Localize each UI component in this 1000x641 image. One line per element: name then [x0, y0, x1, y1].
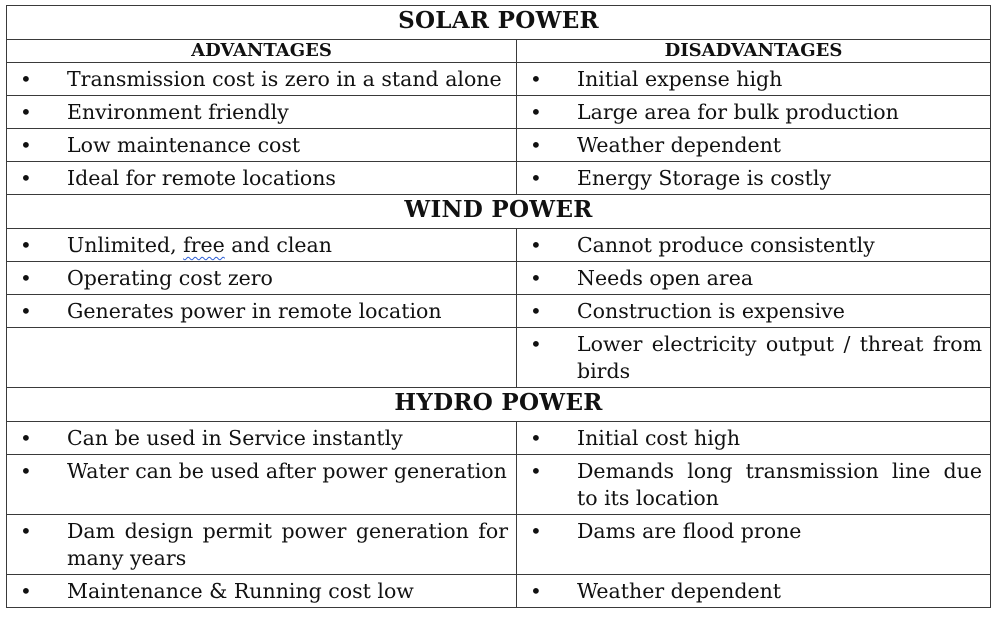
table-row [7, 295, 991, 328]
column-header-row [7, 40, 991, 63]
table-row [7, 262, 991, 295]
bullet-icon: • [530, 133, 542, 157]
disadvantage-text: Energy Storage is costly [577, 166, 832, 190]
advantage-text: Ideal for remote locations [67, 166, 336, 190]
table-row [7, 63, 991, 96]
bullet-icon: • [530, 426, 542, 450]
advantage-text-part: Unlimited, [67, 233, 184, 257]
disadvantage-text: Large area for bulk production [577, 100, 899, 124]
disadvantage-text: Weather dependent [577, 133, 782, 157]
disadvantage-text: Demands long transmission line due to its location [577, 459, 983, 510]
advantage-text-part: and clean [224, 233, 332, 257]
table-row [7, 575, 991, 608]
table-row [7, 96, 991, 129]
bullet-icon: • [530, 299, 542, 323]
advantage-cell-empty [7, 328, 517, 388]
advantage-cell [7, 455, 517, 515]
section-header-hydro [7, 388, 991, 422]
disadvantage-cell [517, 63, 991, 96]
bullet-icon: • [20, 166, 32, 190]
bullet-icon: • [530, 579, 542, 603]
disadvantage-text: Construction is expensive [577, 299, 845, 323]
section-title: WIND POWER [7, 195, 991, 229]
bullet-icon: • [20, 459, 32, 483]
disadvantage-text: Cannot produce consistently [577, 233, 875, 257]
bullet-icon: • [530, 67, 542, 91]
advantage-cell [7, 295, 517, 328]
advantage-cell [7, 162, 517, 195]
advantage-text: Generates power in remote location [67, 299, 442, 323]
disadvantage-cell [517, 96, 991, 129]
bullet-icon: • [530, 519, 542, 543]
disadvantage-cell [517, 575, 991, 608]
bullet-icon: • [530, 233, 542, 257]
advantage-text: Operating cost zero [67, 266, 273, 290]
advantage-cell [7, 96, 517, 129]
section-header-wind [7, 195, 991, 229]
advantage-cell [7, 262, 517, 295]
table-row [7, 515, 991, 575]
advantage-text [67, 233, 332, 257]
disadvantage-text: Weather dependent [577, 579, 782, 603]
disadvantage-text: Dams are flood prone [577, 519, 802, 543]
advantage-text: Maintenance & Running cost low [67, 579, 414, 603]
bullet-icon: • [20, 100, 32, 124]
bullet-icon: • [530, 166, 542, 190]
table-row [7, 229, 991, 262]
advantage-text: Dam design permit power generation for many years [67, 519, 508, 570]
disadvantage-cell [517, 455, 991, 515]
bullet-icon: • [530, 100, 542, 124]
bullet-icon: • [530, 266, 542, 290]
table-row [7, 129, 991, 162]
disadvantage-cell [517, 162, 991, 195]
bullet-icon: • [20, 426, 32, 450]
table-row [7, 422, 991, 455]
spellcheck-marked-word: free [183, 233, 225, 257]
bullet-icon: • [530, 332, 542, 356]
advantage-cell [7, 229, 517, 262]
advantage-cell [7, 129, 517, 162]
advantage-cell [7, 575, 517, 608]
bullet-icon: • [530, 459, 542, 483]
energy-comparison-table [6, 5, 991, 608]
table-row [7, 328, 991, 388]
section-title: SOLAR POWER [7, 6, 991, 40]
disadvantage-text: Initial expense high [577, 67, 783, 91]
table-row [7, 162, 991, 195]
advantage-text: Environment friendly [67, 100, 289, 124]
bullet-icon: • [20, 299, 32, 323]
section-header-solar [7, 6, 991, 40]
disadvantage-text: Needs open area [577, 266, 754, 290]
disadvantage-cell [517, 422, 991, 455]
advantage-cell [7, 63, 517, 96]
disadvantage-cell [517, 262, 991, 295]
disadvantage-cell [517, 229, 991, 262]
advantage-text: Transmission cost is zero in a stand alone [67, 67, 502, 91]
disadvantage-cell [517, 129, 991, 162]
advantage-text: Water can be used after power generation [67, 459, 507, 483]
column-header-advantages: ADVANTAGES [7, 40, 517, 63]
advantage-cell [7, 422, 517, 455]
advantage-text: Low maintenance cost [67, 133, 301, 157]
bullet-icon: • [20, 67, 32, 91]
bullet-icon: • [20, 133, 32, 157]
column-header-disadvantages: DISADVANTAGES [517, 40, 991, 63]
table-row [7, 455, 991, 515]
disadvantage-text: Lower electricity output / threat from birds [577, 332, 983, 383]
disadvantage-cell [517, 328, 991, 388]
advantage-cell [7, 515, 517, 575]
section-title: HYDRO POWER [7, 388, 991, 422]
disadvantage-text: Initial cost high [577, 426, 741, 450]
bullet-icon: • [20, 266, 32, 290]
disadvantage-cell [517, 515, 991, 575]
bullet-icon: • [20, 579, 32, 603]
bullet-icon: • [20, 233, 32, 257]
disadvantage-cell [517, 295, 991, 328]
bullet-icon: • [20, 519, 32, 543]
advantage-text: Can be used in Service instantly [67, 426, 403, 450]
